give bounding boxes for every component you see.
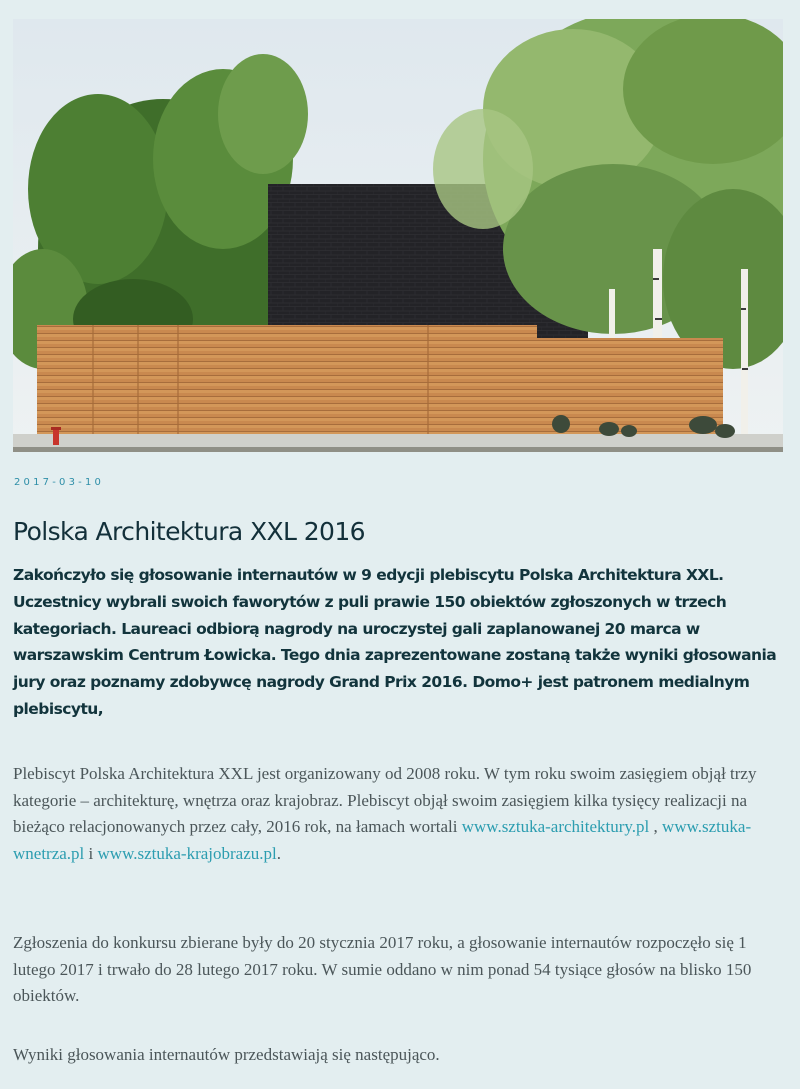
article-lead: Zakończyło się głosowanie internautów w 9 edycji plebiscytu Polska Architektura XXL. Uczestnicy wybrali swoich faworytów z puli prawie 150 obiektów zgłoszonych w trzech kategoriach. Laureaci odbiorą nagrody na uroczystej gali zaplanowanej 20 marca w warszawskim Centrum Łowicka. Tego dnia zaprezentowane zostaną także wyniki głosowania jury oraz poznamy zdobywcę nagrody Grand Prix 2016. Domo+ jest patronem medialnym plebiscytu, xyxy=(13,566,777,718)
link-sztuka-wnetrza[interactable]: www.sztuka-wnetrza.pl xyxy=(13,817,752,863)
article-hero-image xyxy=(13,19,783,452)
article-paragraph: Zgłoszenia do konkursu zbierane były do 20 stycznia 2017 roku, a głosowanie internautów rozpoczęło się 1 lutego 2017 i trwało do 28 lutego 2017 roku. W sumie oddano w nim ponad 54 tysiące głosów na blisko 150 obiektów. xyxy=(13,933,752,1005)
paragraph-end: . xyxy=(276,843,281,863)
paragraph-text: Plebiscyt Polska Architektura XXL jest organizowany od 2008 roku. W tym roku swoim zasięgiem objął trzy kategorie – architekturę, wnętrza oraz krajobraz. Plebiscyt objął swoim zasięgiem kilka tysięcy realizacji na bieżąco relacjonowanych przez cały, 2016 rok, na łamach wortali xyxy=(13,764,757,836)
article-title: Polska Architektura XXL 2016 xyxy=(13,517,365,546)
link-sztuka-krajobrazu[interactable]: www.sztuka-krajobrazu.pl xyxy=(97,843,277,863)
article-paragraph xyxy=(13,761,793,867)
article-paragraph: Wyniki głosowania internautów przedstawiają się następująco. xyxy=(13,1045,440,1064)
article-date: 2017-03-10 xyxy=(14,477,105,488)
link-sztuka-architektury[interactable]: www.sztuka-architektury.pl xyxy=(461,817,650,836)
separator-text: , xyxy=(649,817,663,836)
separator-text: i xyxy=(84,843,98,863)
